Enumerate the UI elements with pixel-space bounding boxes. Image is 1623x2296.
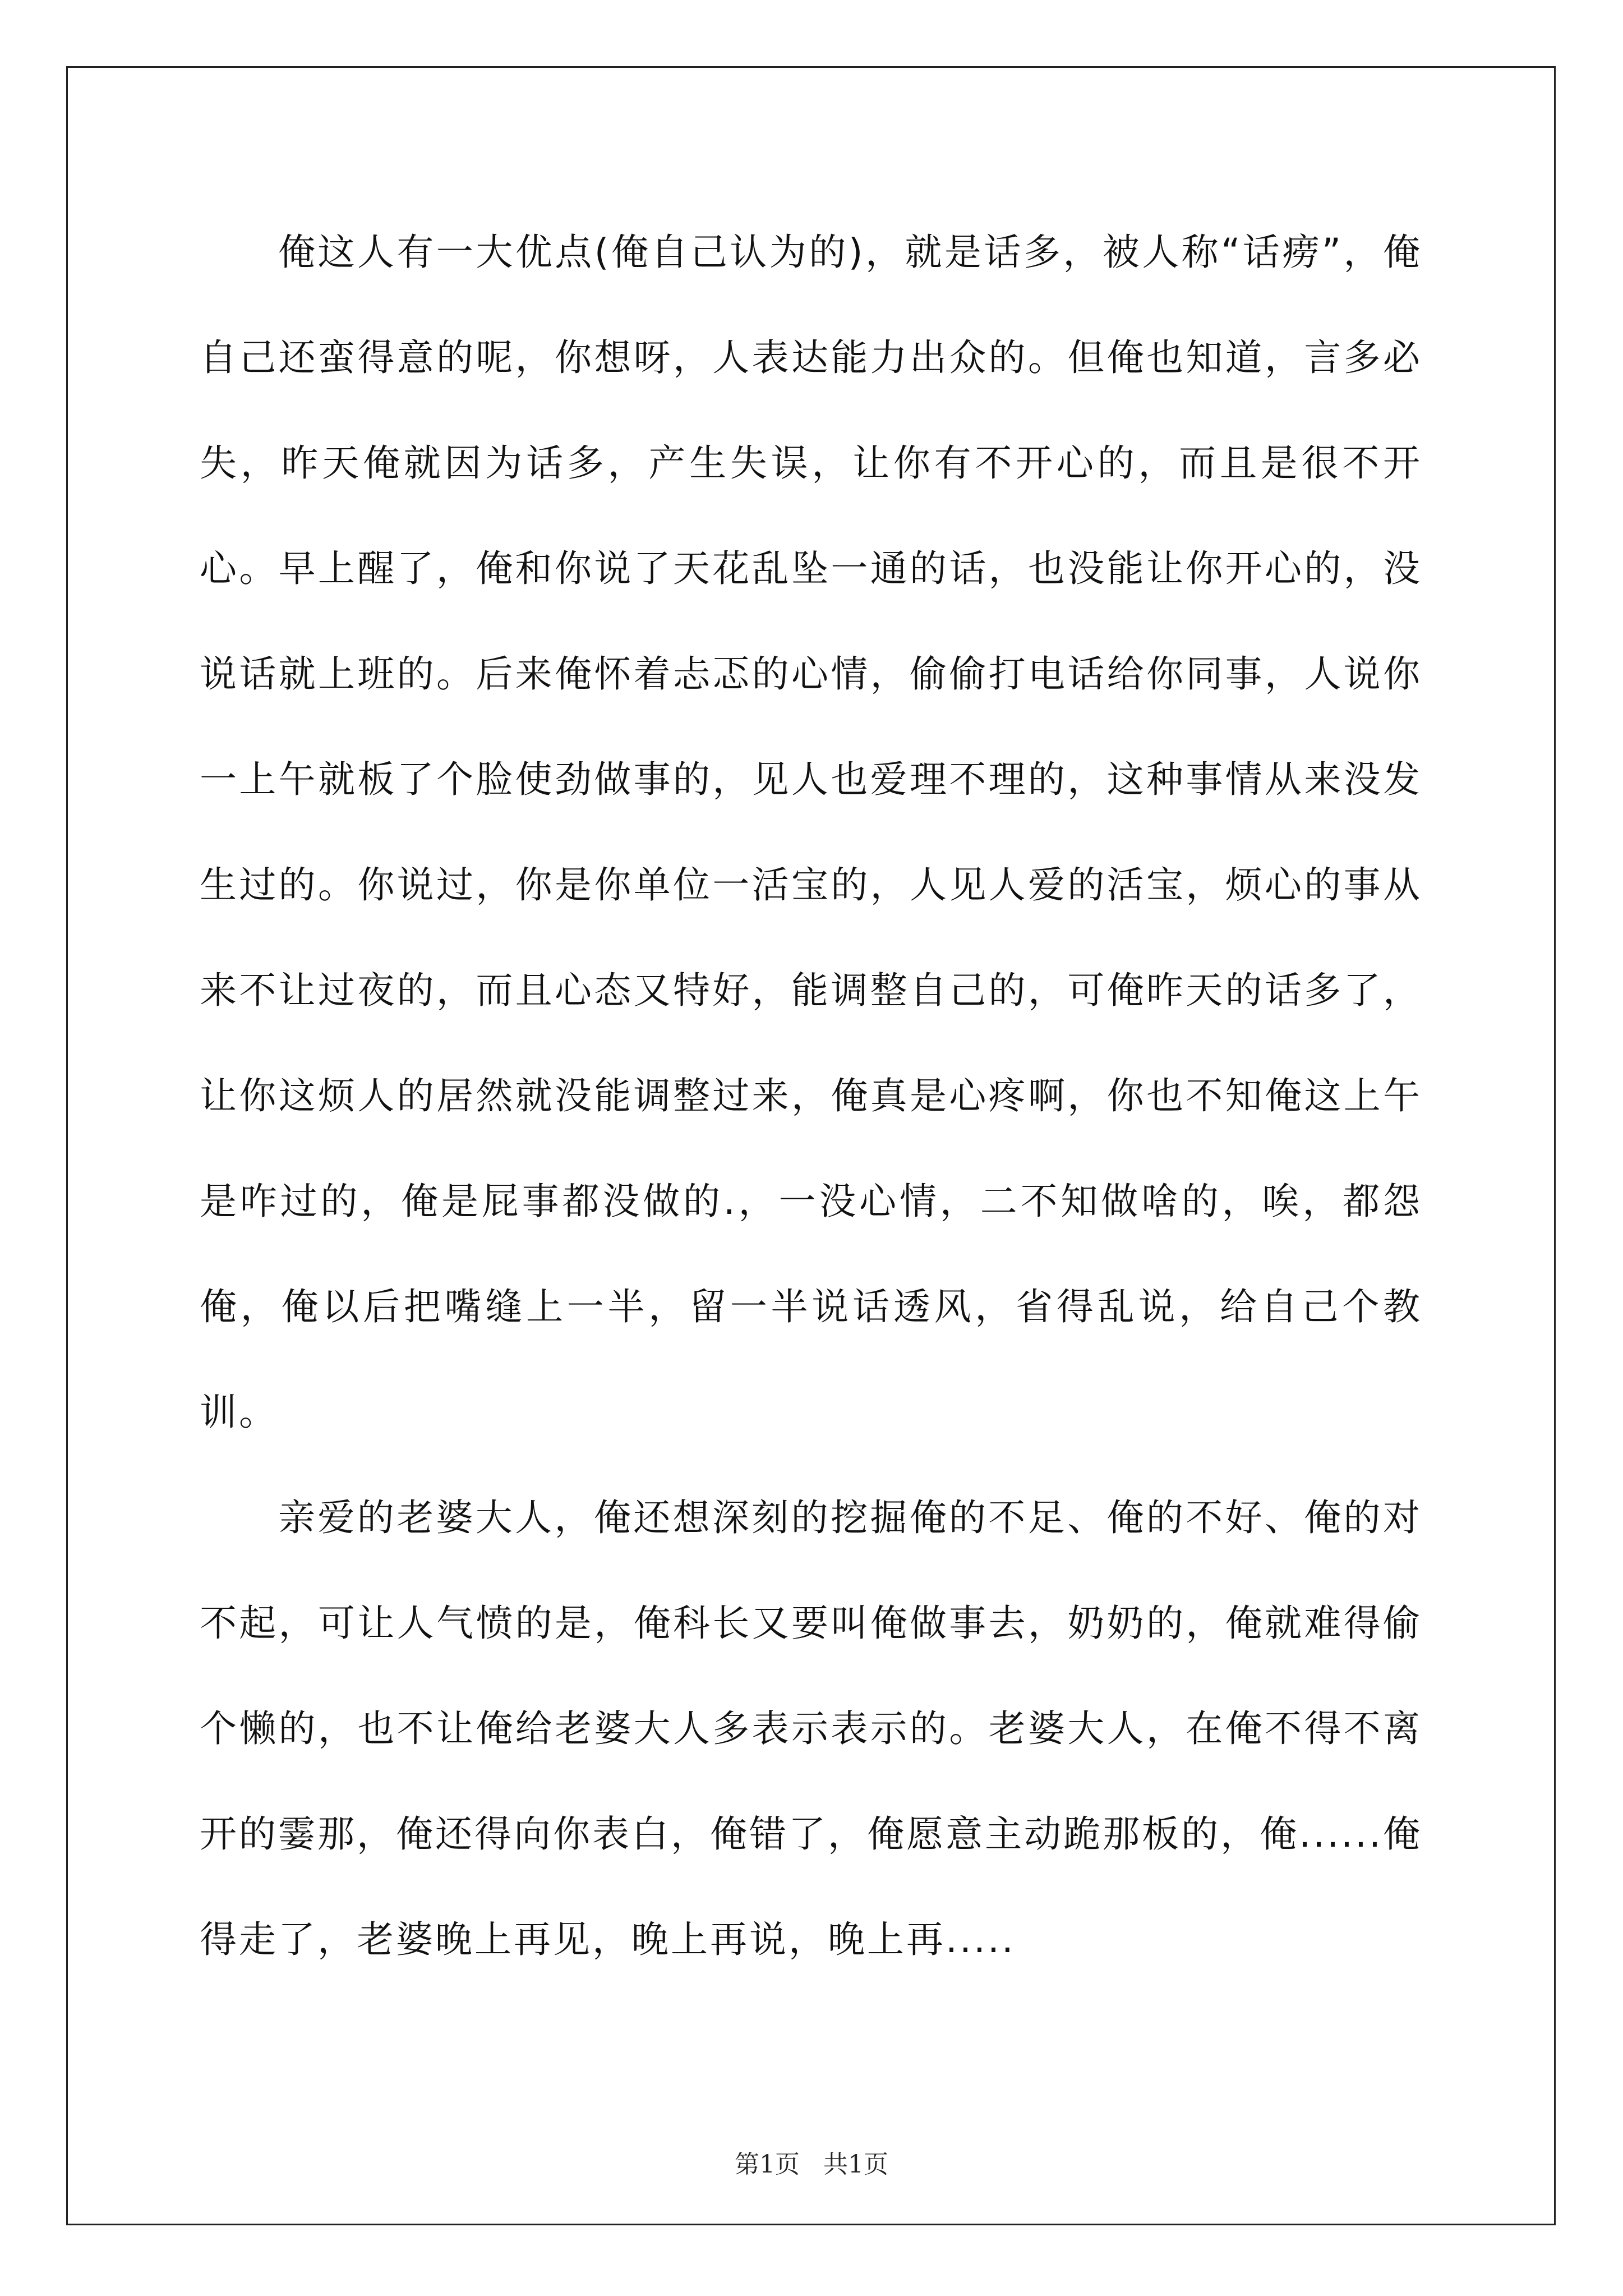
page-number-footer: 第1页 共1页 <box>735 2150 888 2179</box>
paragraph-2: 亲爱的老婆大人，俺还想深刻的挖掘俺的不足、俺的不好、俺的对不起，可让人气愤的是，俺科长又要叫俺做事去，奶奶的，俺就难得偷个懒的，也不让俺给老婆大人多表示表示的。老婆大人，在俺不得不离开的霎那，俺还得向你表白，俺错了，俺愿意主动跪那板的，俺......俺得走了，老婆晚上再见，晚上再说，晚上再..... <box>200 1496 1422 1961</box>
document-body <box>200 200 1422 1993</box>
paragraph-1: 俺这人有一大优点(俺自己认为的)，就是话多，被人称“话痨”，俺自己还蛮得意的呢，你想呀，人表达能力出众的。但俺也知道，言多必失，昨天俺就因为话多，产生失误，让你有不开心的，而且是很不开心。早上醒了，俺和你说了天花乱坠一通的话，也没能让你开心的，没说话就上班的。后来俺怀着忐忑的心情，偷偷打电话给你同事，人说你一上午就板了个脸使劲做事的，见人也爱理不理的，这种事情从来没发生过的。你说过，你是你单位一活宝的，人见人爱的活宝，烦心的事从来不让过夜的，而且心态又特好，能调整自己的，可俺昨天的话多了，让你这烦人的居然就没能调整过来，俺真是心疼啊，你也不知俺这上午是咋过的，俺是屁事都没做的.，一没心情，二不知做啥的，唉，都怨俺，俺以后把嘴缝上一半，留一半说话透风，省得乱说，给自己个教训。 <box>200 231 1422 1434</box>
